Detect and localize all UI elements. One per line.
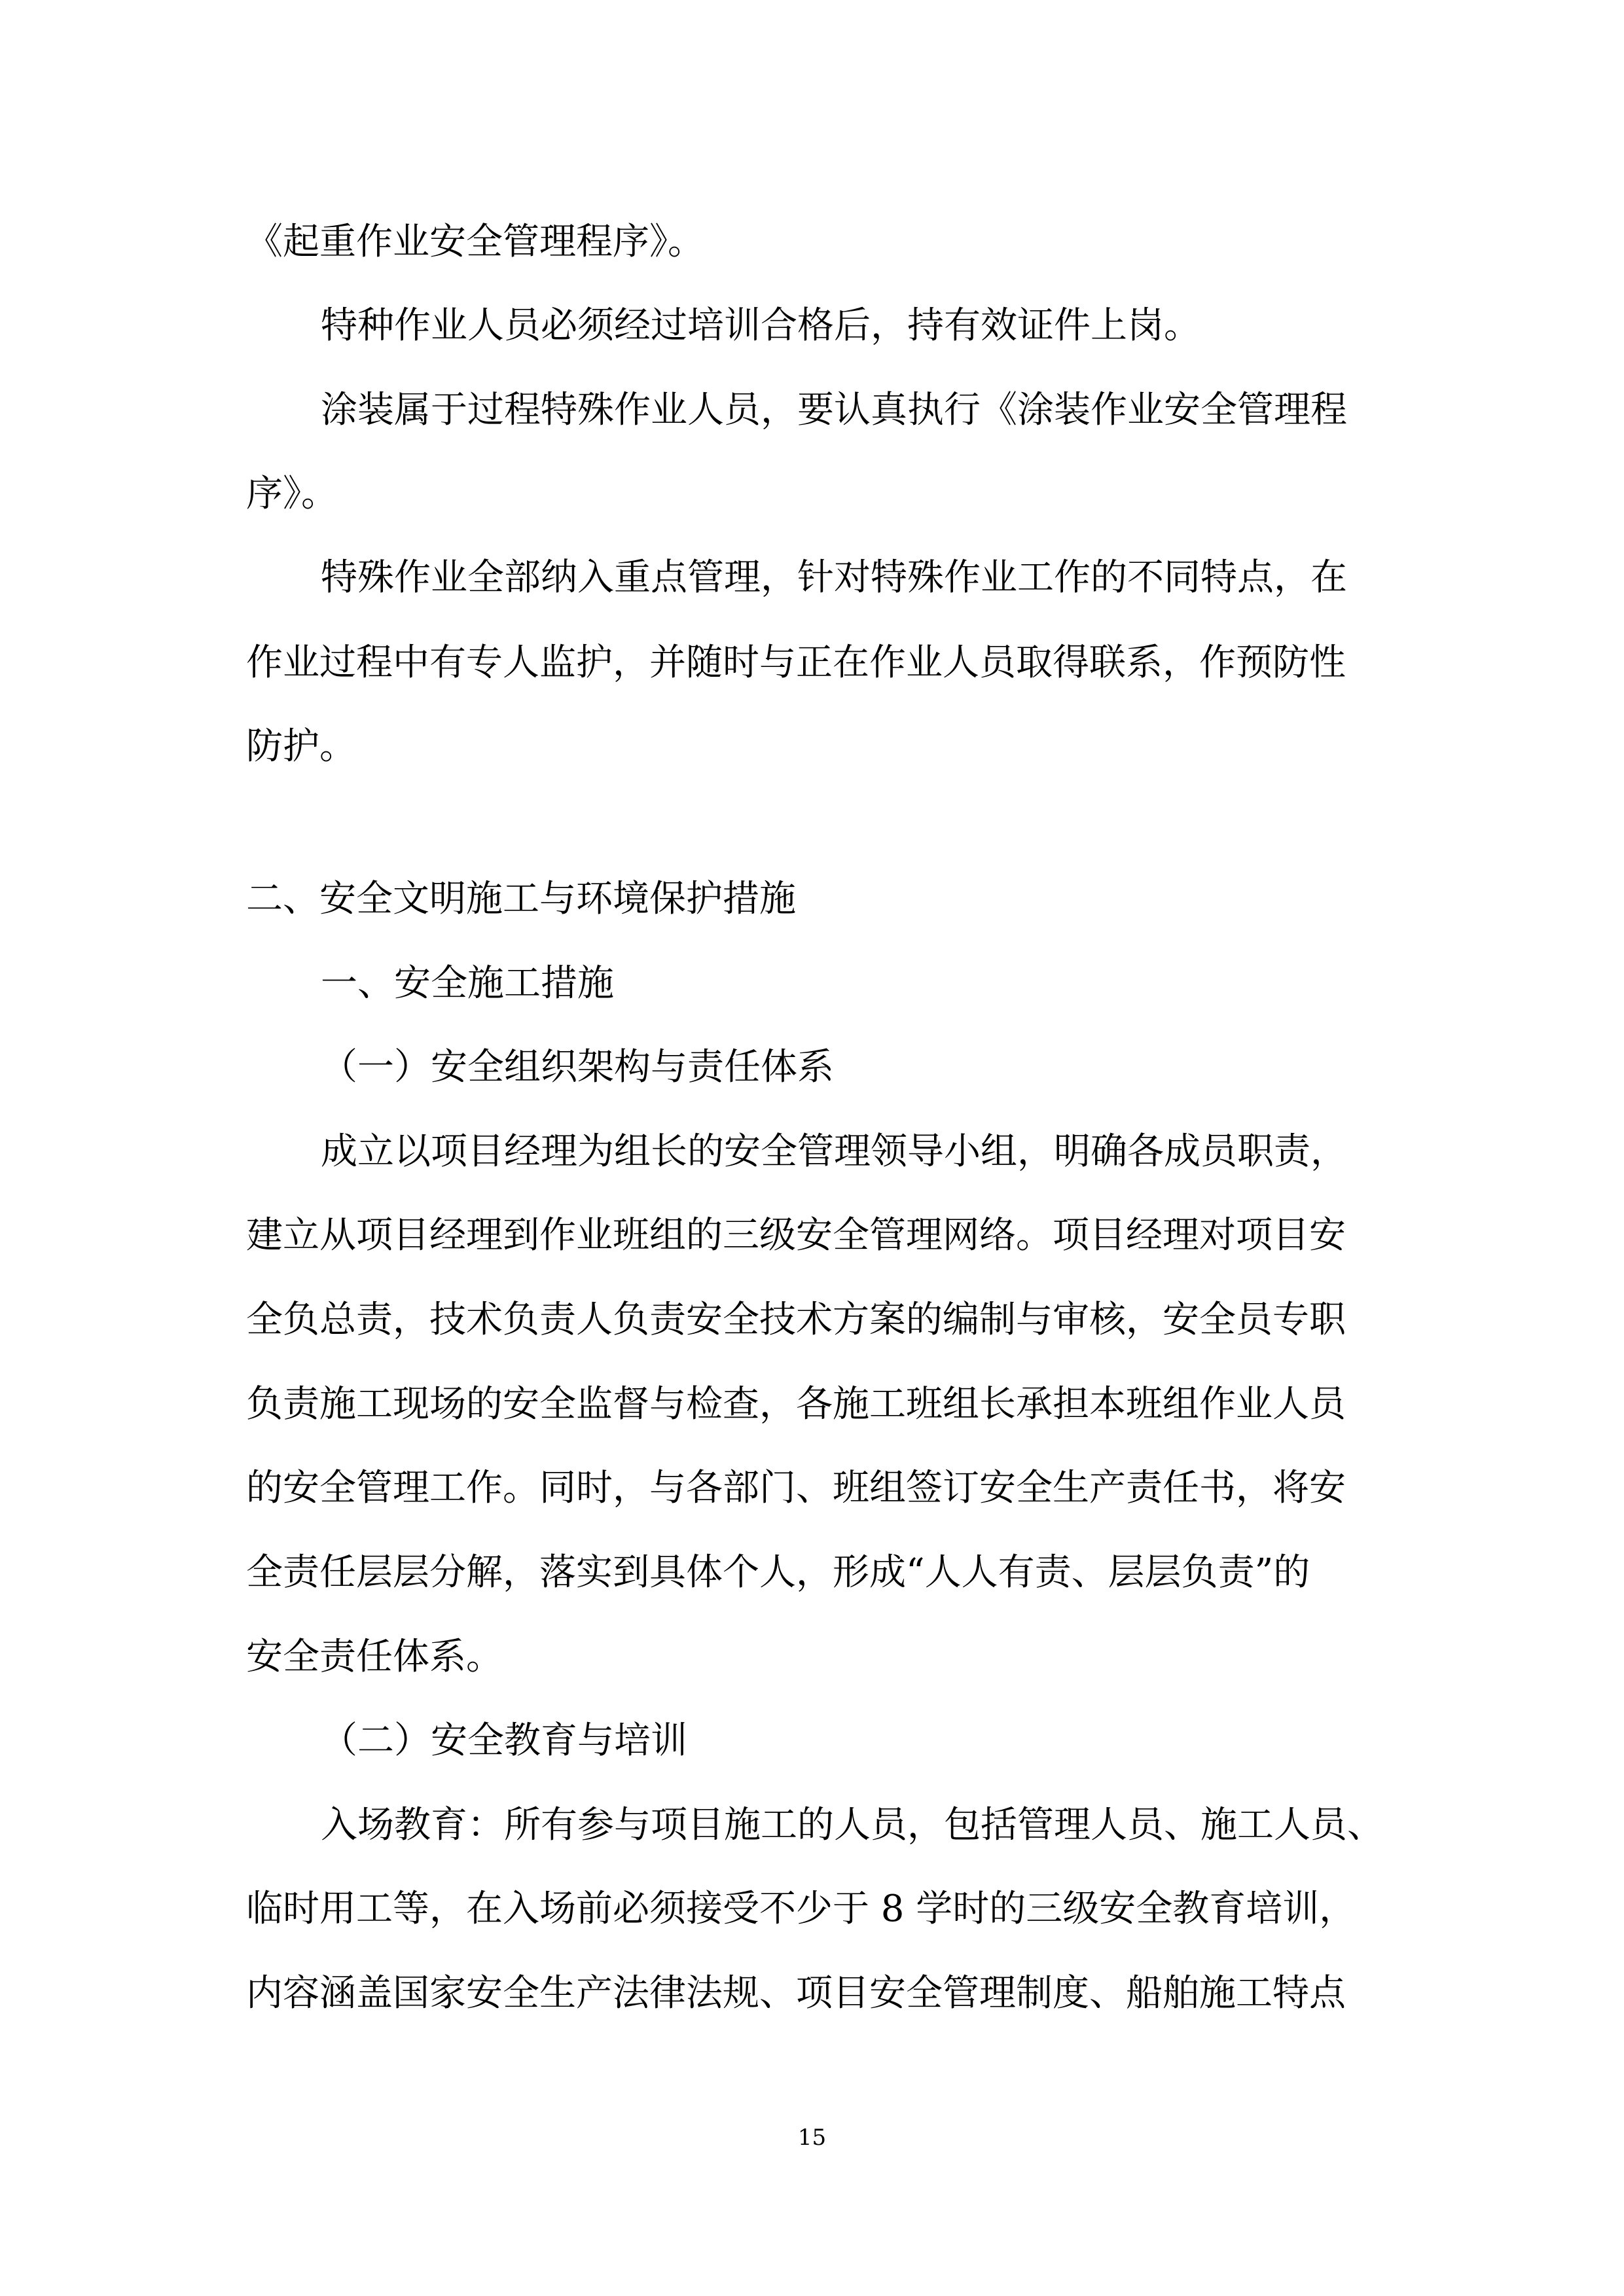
text-line: 序》。: [246, 473, 338, 515]
text-line: 临时用工等，在入场前必须接受不少于 8 学时的三级安全教育培训，: [246, 1888, 1356, 1930]
text-line: 负责施工现场的安全监督与检查，各施工班组长承担本班组作业人员: [246, 1383, 1346, 1426]
text-line: 全责任层层分解，落实到具体个人，形成“人人有责、层层负责”的: [246, 1551, 1310, 1594]
text-line: 特种作业人员必须经过培训合格后，持有效证件上岗。: [321, 304, 1200, 347]
subsection-heading: 一、安全施工措施: [321, 962, 614, 1005]
text-line: 《起重作业安全管理程序》。: [246, 221, 704, 263]
subsection-heading: （二）安全教育与培训: [321, 1719, 687, 1762]
text-line: 作业过程中有专人监护，并随时与正在作业人员取得联系，作预防性: [246, 641, 1346, 684]
text-line: 内容涵盖国家安全生产法律法规、项目安全管理制度、船舶施工特点: [246, 1972, 1346, 2015]
text-line: 成立以项目经理为组长的安全管理领导小组，明确各成员职责，: [321, 1130, 1347, 1173]
subsection-heading: （一）安全组织架构与责任体系: [321, 1046, 834, 1088]
text-line: 的安全管理工作。同时，与各部门、班组签订安全生产责任书，将安: [246, 1467, 1346, 1509]
text-line: 特殊作业全部纳入重点管理，针对特殊作业工作的不同特点，在: [321, 556, 1347, 599]
text-line: 入场教育：所有参与项目施工的人员，包括管理人员、施工人员、: [321, 1804, 1384, 1846]
page-number: 15: [797, 2125, 827, 2151]
text-line: 全负总责，技术负责人负责安全技术方案的编制与审核，安全员专职: [246, 1299, 1346, 1341]
text-line: 安全责任体系。: [246, 1636, 503, 1678]
text-line: 涂装属于过程特殊作业人员，要认真执行《涂装作业安全管理程: [321, 389, 1347, 431]
text-line: 防护。: [246, 725, 356, 768]
section-heading: 二、安全文明施工与环境保护措施: [246, 878, 796, 920]
text-line: 建立从项目经理到作业班组的三级安全管理网络。项目经理对项目安: [246, 1214, 1346, 1257]
